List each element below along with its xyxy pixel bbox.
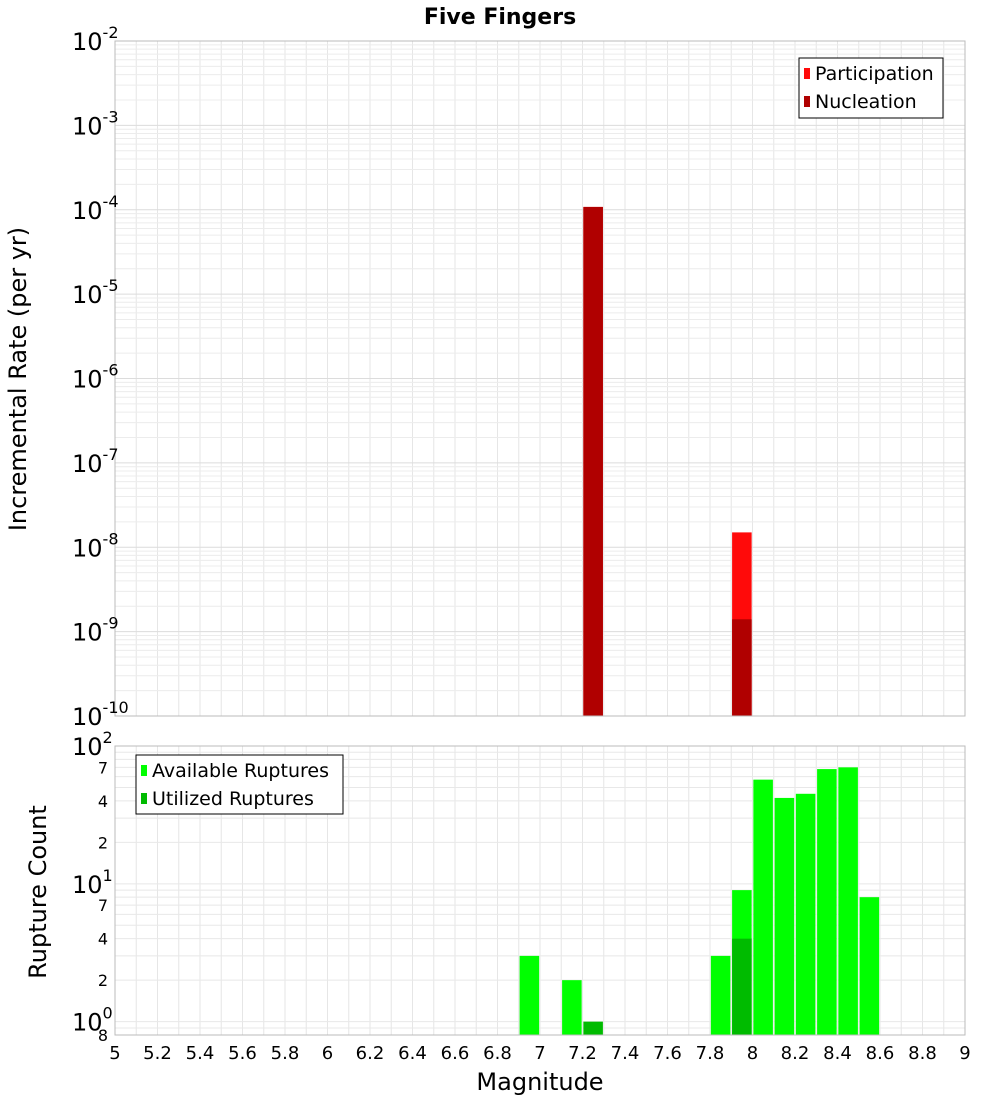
x-tick-label: 7.6	[653, 1043, 682, 1064]
bottom-legend-label: Utilized Ruptures	[152, 788, 314, 810]
x-tick-label: 6.2	[355, 1043, 385, 1064]
bottom-y-tick-label: 100	[72, 1003, 113, 1037]
top-legend	[799, 58, 943, 118]
top-y-tick-label: 10-10	[72, 698, 129, 731]
bottom-y-minor-label: 7	[97, 896, 109, 916]
top-bar-nucleation	[732, 619, 752, 716]
bottom-bar-utilized-ruptures	[583, 1022, 603, 1035]
bottom-bar-available-ruptures	[775, 798, 795, 1035]
bottom-y-axis-label: Rupture Count	[24, 805, 52, 979]
x-tick-label: 6	[321, 1043, 334, 1064]
top-y-tick-label: 10-8	[72, 529, 119, 563]
x-tick-label: 9	[959, 1043, 971, 1064]
bottom-y-tick-label: 101	[72, 865, 113, 899]
x-tick-label: 7	[534, 1043, 546, 1064]
x-tick-label: 6.8	[483, 1043, 512, 1064]
x-tick-label: 7.8	[695, 1043, 725, 1064]
x-tick-label: 7.2	[568, 1043, 597, 1064]
bottom-y-tick-labels	[72, 728, 113, 1045]
top-legend-label: Participation	[815, 63, 934, 85]
bottom-y-tick-label: 102	[72, 728, 113, 761]
bottom-y-minor-label: 8	[97, 1026, 109, 1045]
top-y-tick-label: 10-7	[72, 444, 119, 478]
bottom-legend-swatch	[141, 765, 147, 776]
bottom-bar-available-ruptures	[753, 780, 773, 1035]
bottom-y-minor-label: 4	[97, 929, 109, 949]
top-y-axis-label: Incremental Rate (per yr)	[4, 226, 32, 532]
bottom-legend-swatch	[141, 793, 147, 804]
top-bar-nucleation	[583, 207, 603, 716]
bottom-y-minor-label: 4	[97, 791, 109, 811]
x-tick-label: 6.6	[440, 1043, 470, 1064]
top-y-tick-label: 10-5	[72, 276, 119, 310]
bottom-legend-label: Available Ruptures	[152, 760, 329, 782]
top-plot-panel	[4, 23, 965, 731]
x-tick-label: 5.6	[228, 1043, 257, 1064]
x-tick-label: 5.2	[143, 1043, 172, 1064]
x-tick-label: 5.8	[270, 1043, 300, 1064]
bottom-bar-available-ruptures	[860, 897, 880, 1035]
x-axis-label: Magnitude	[476, 1068, 604, 1096]
bottom-legend	[136, 755, 343, 814]
bottom-y-minor-label: 2	[97, 971, 109, 991]
x-tick-label: 7.4	[610, 1043, 640, 1064]
x-tick-label: 6.4	[398, 1043, 427, 1064]
top-y-tick-label: 10-6	[72, 360, 119, 394]
top-legend-swatch	[804, 96, 810, 107]
x-tick-labels	[109, 1043, 970, 1064]
top-y-tick-label: 10-4	[72, 191, 119, 225]
top-y-tick-label: 10-9	[72, 613, 119, 647]
bottom-bar-available-ruptures	[796, 794, 816, 1035]
x-tick-label: 5.4	[185, 1043, 215, 1064]
bottom-bar-available-ruptures	[562, 980, 582, 1035]
x-tick-label: 8.2	[780, 1043, 810, 1064]
bottom-bar-available-ruptures	[520, 956, 540, 1035]
x-tick-label: 5	[109, 1043, 121, 1064]
bottom-bar-available-ruptures	[817, 769, 837, 1035]
bottom-bar-utilized-ruptures	[732, 939, 752, 1035]
bottom-y-minor-label: 7	[97, 758, 109, 778]
bottom-y-minor-label: 2	[97, 833, 109, 853]
top-grid	[115, 41, 965, 716]
bottom-plot-panel	[24, 728, 971, 1096]
top-legend-swatch	[804, 68, 810, 79]
top-legend-label: Nucleation	[815, 91, 917, 113]
x-tick-label: 8.6	[865, 1043, 895, 1064]
x-tick-label: 8.8	[908, 1043, 937, 1064]
x-tick-label: 8	[746, 1043, 759, 1064]
bottom-bar-available-ruptures	[838, 767, 858, 1035]
top-y-tick-label: 10-3	[72, 107, 119, 141]
chart-title: Five Fingers	[423, 5, 577, 30]
x-tick-label: 8.4	[823, 1043, 852, 1064]
bottom-bar-available-ruptures	[711, 956, 731, 1035]
top-y-tick-label: 10-2	[72, 23, 119, 56]
